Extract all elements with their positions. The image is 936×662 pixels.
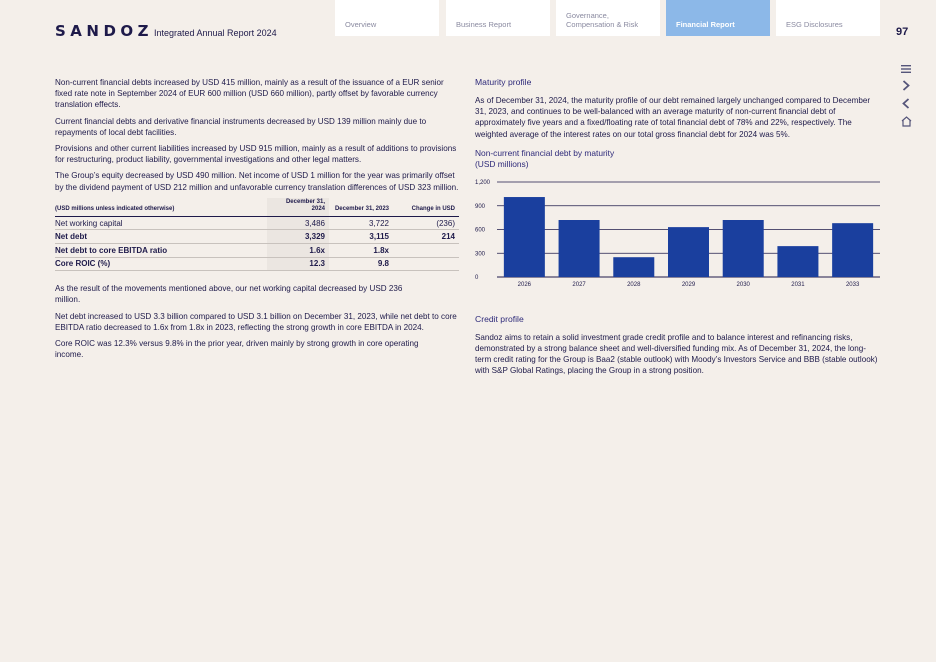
x-tick-label: 2026 [517,281,532,288]
table-header-label: (USD millions unless indicated otherwise) [55,198,267,217]
bar-2028 [613,257,654,277]
table-row [55,257,459,271]
bar-2030 [723,220,764,277]
tab-label: Governance, Compensation & Risk [566,10,639,30]
menu-icon[interactable] [898,60,914,78]
page-header [0,0,936,44]
table-row [55,230,459,244]
tab-label: Financial Report [676,20,735,30]
paragraph: The Group’s equity decreased by USD 490 million. Net income of USD 1 million for the year was primarily offset by the dividend payment of USD 212 million and unfavorable currency translation differences of USD 323 million. [55,171,459,192]
row-label: Net debt [55,230,267,244]
home-icon[interactable] [898,114,914,132]
bar-2027 [559,220,600,277]
chart-svg [475,176,880,296]
cell-change [393,257,459,271]
x-tick-label: 2030 [736,281,750,288]
bar-2029 [668,227,709,277]
tab-label: Business Report [456,20,512,30]
table-header-2023: December 31, 2023 [329,198,393,217]
cell-2023: 3,115 [329,230,393,244]
chart-unit-label: (USD millions) [475,158,529,169]
paragraph: Provisions and other current liabilities increased by USD 915 million, mainly as a result of additions to provisions for restructuring, product liability, governmental investigations and other legal matters. [55,144,457,165]
cell-2024: 3,486 [267,216,329,230]
row-label: Net working capital [55,216,267,230]
table-header-change: Change in USD [393,198,459,217]
tab-esg-disclosures[interactable] [776,0,880,36]
x-tick-label: 2028 [627,281,641,288]
sandoz-logo[interactable]: SANDOZ [55,22,154,40]
paragraph: Non-current financial debts increased by USD 415 million, mainly as a result of the issuance of a EUR senior fixed rate note in September 2024 of EUR 600 million (USD 660 million), partly offset by favorable currency translation effects. [55,78,444,110]
y-tick-label: 300 [475,251,486,258]
cell-2024: 12.3 [267,257,329,271]
page-number: 97 [896,26,909,38]
paragraph: As of December 31, 2024, the maturity profile of our debt remained largely unchanged compared to December 31, 2023, and continues to be well-balanced with an average maturity of non-current financial debt of approximately five years and a fixed/floating rate of total financial debt of 78% and 22%, respectively. The weighted average of the interest rates on our total gross financial debt for 2024 was 5%. [475,96,871,139]
credit-profile-heading: Credit profile [475,313,524,324]
table-row [55,244,459,258]
y-tick-label: 1,200 [475,179,491,186]
tab-business-report[interactable] [446,0,550,36]
cell-change: (236) [393,216,459,230]
tab-overview[interactable] [335,0,439,36]
cell-change: 214 [393,230,459,244]
paragraph: Current financial debts and derivative financial instruments decreased by USD 139 million mainly due to repayments of local debt facilities. [55,116,427,137]
y-tick-label: 600 [475,227,486,234]
tab-label: Overview [345,20,377,30]
x-tick-label: 2033 [845,281,860,288]
bar-2026 [504,197,545,277]
bar-2031 [777,246,818,277]
chevron-left-icon[interactable] [898,96,914,114]
paragraph: Sandoz aims to retain a solid investment grade credit profile and to balance interest and refinancing risks, demonstrated by a strong balance sheet and well-diversified funding mix. As of December 31, 2024, the long-term credit rating for the Group is Baa2 (stable outlook) with Moody’s Investors Service and BBB (stable outlook) with S&P Global Ratings, placing the Group in a strong position. [475,332,878,376]
x-tick-label: 2027 [572,281,586,288]
row-label: Core ROIC (%) [55,257,267,271]
table-header-2024: December 31, 2024 [267,198,329,217]
cell-2023: 1.8x [329,244,393,258]
cell-2023: 3,722 [329,216,393,230]
cell-change [393,244,459,258]
paragraph: Core ROIC was 12.3% versus 9.8% in the prior year, driven mainly by strong growth in core operating income. [55,339,419,360]
financial-table [55,198,459,271]
bar-2033 [832,223,873,277]
chart-title [475,148,880,170]
paragraph: As the result of the movements mentioned above, our net working capital decreased by USD 236 million. [55,284,403,305]
maturity-bar-chart [475,176,880,296]
tab-governance[interactable] [556,0,660,36]
chart-title-line: Non-current financial debt by maturity [475,147,615,158]
row-label: Net debt to core EBITDA ratio [55,244,267,258]
y-tick-label: 900 [475,203,486,210]
tab-financial-report[interactable] [666,0,770,36]
table-row [55,216,459,230]
paragraph: Net debt increased to USD 3.3 billion compared to USD 3.1 billion on December 31, 2023, while net debt to core EBITDA ratio decreased to 1.6x from 1.8x in 2023, reflecting the strong growth in core EBITDA in 2024. [55,311,457,332]
chevron-right-icon[interactable] [898,78,914,96]
cell-2024: 3,329 [267,230,329,244]
x-tick-label: 2029 [681,281,696,288]
report-title: Integrated Annual Report 2024 [154,28,277,38]
y-tick-label: 0 [475,274,479,281]
table-header-row [55,198,459,217]
cell-2024: 1.6x [267,244,329,258]
tab-label: ESG Disclosures [786,20,843,30]
x-tick-label: 2031 [791,281,805,288]
side-navigation [898,60,914,132]
left-column [55,77,459,365]
maturity-profile-heading: Maturity profile [475,77,532,87]
right-column [475,77,880,382]
cell-2023: 9.8 [329,257,393,271]
